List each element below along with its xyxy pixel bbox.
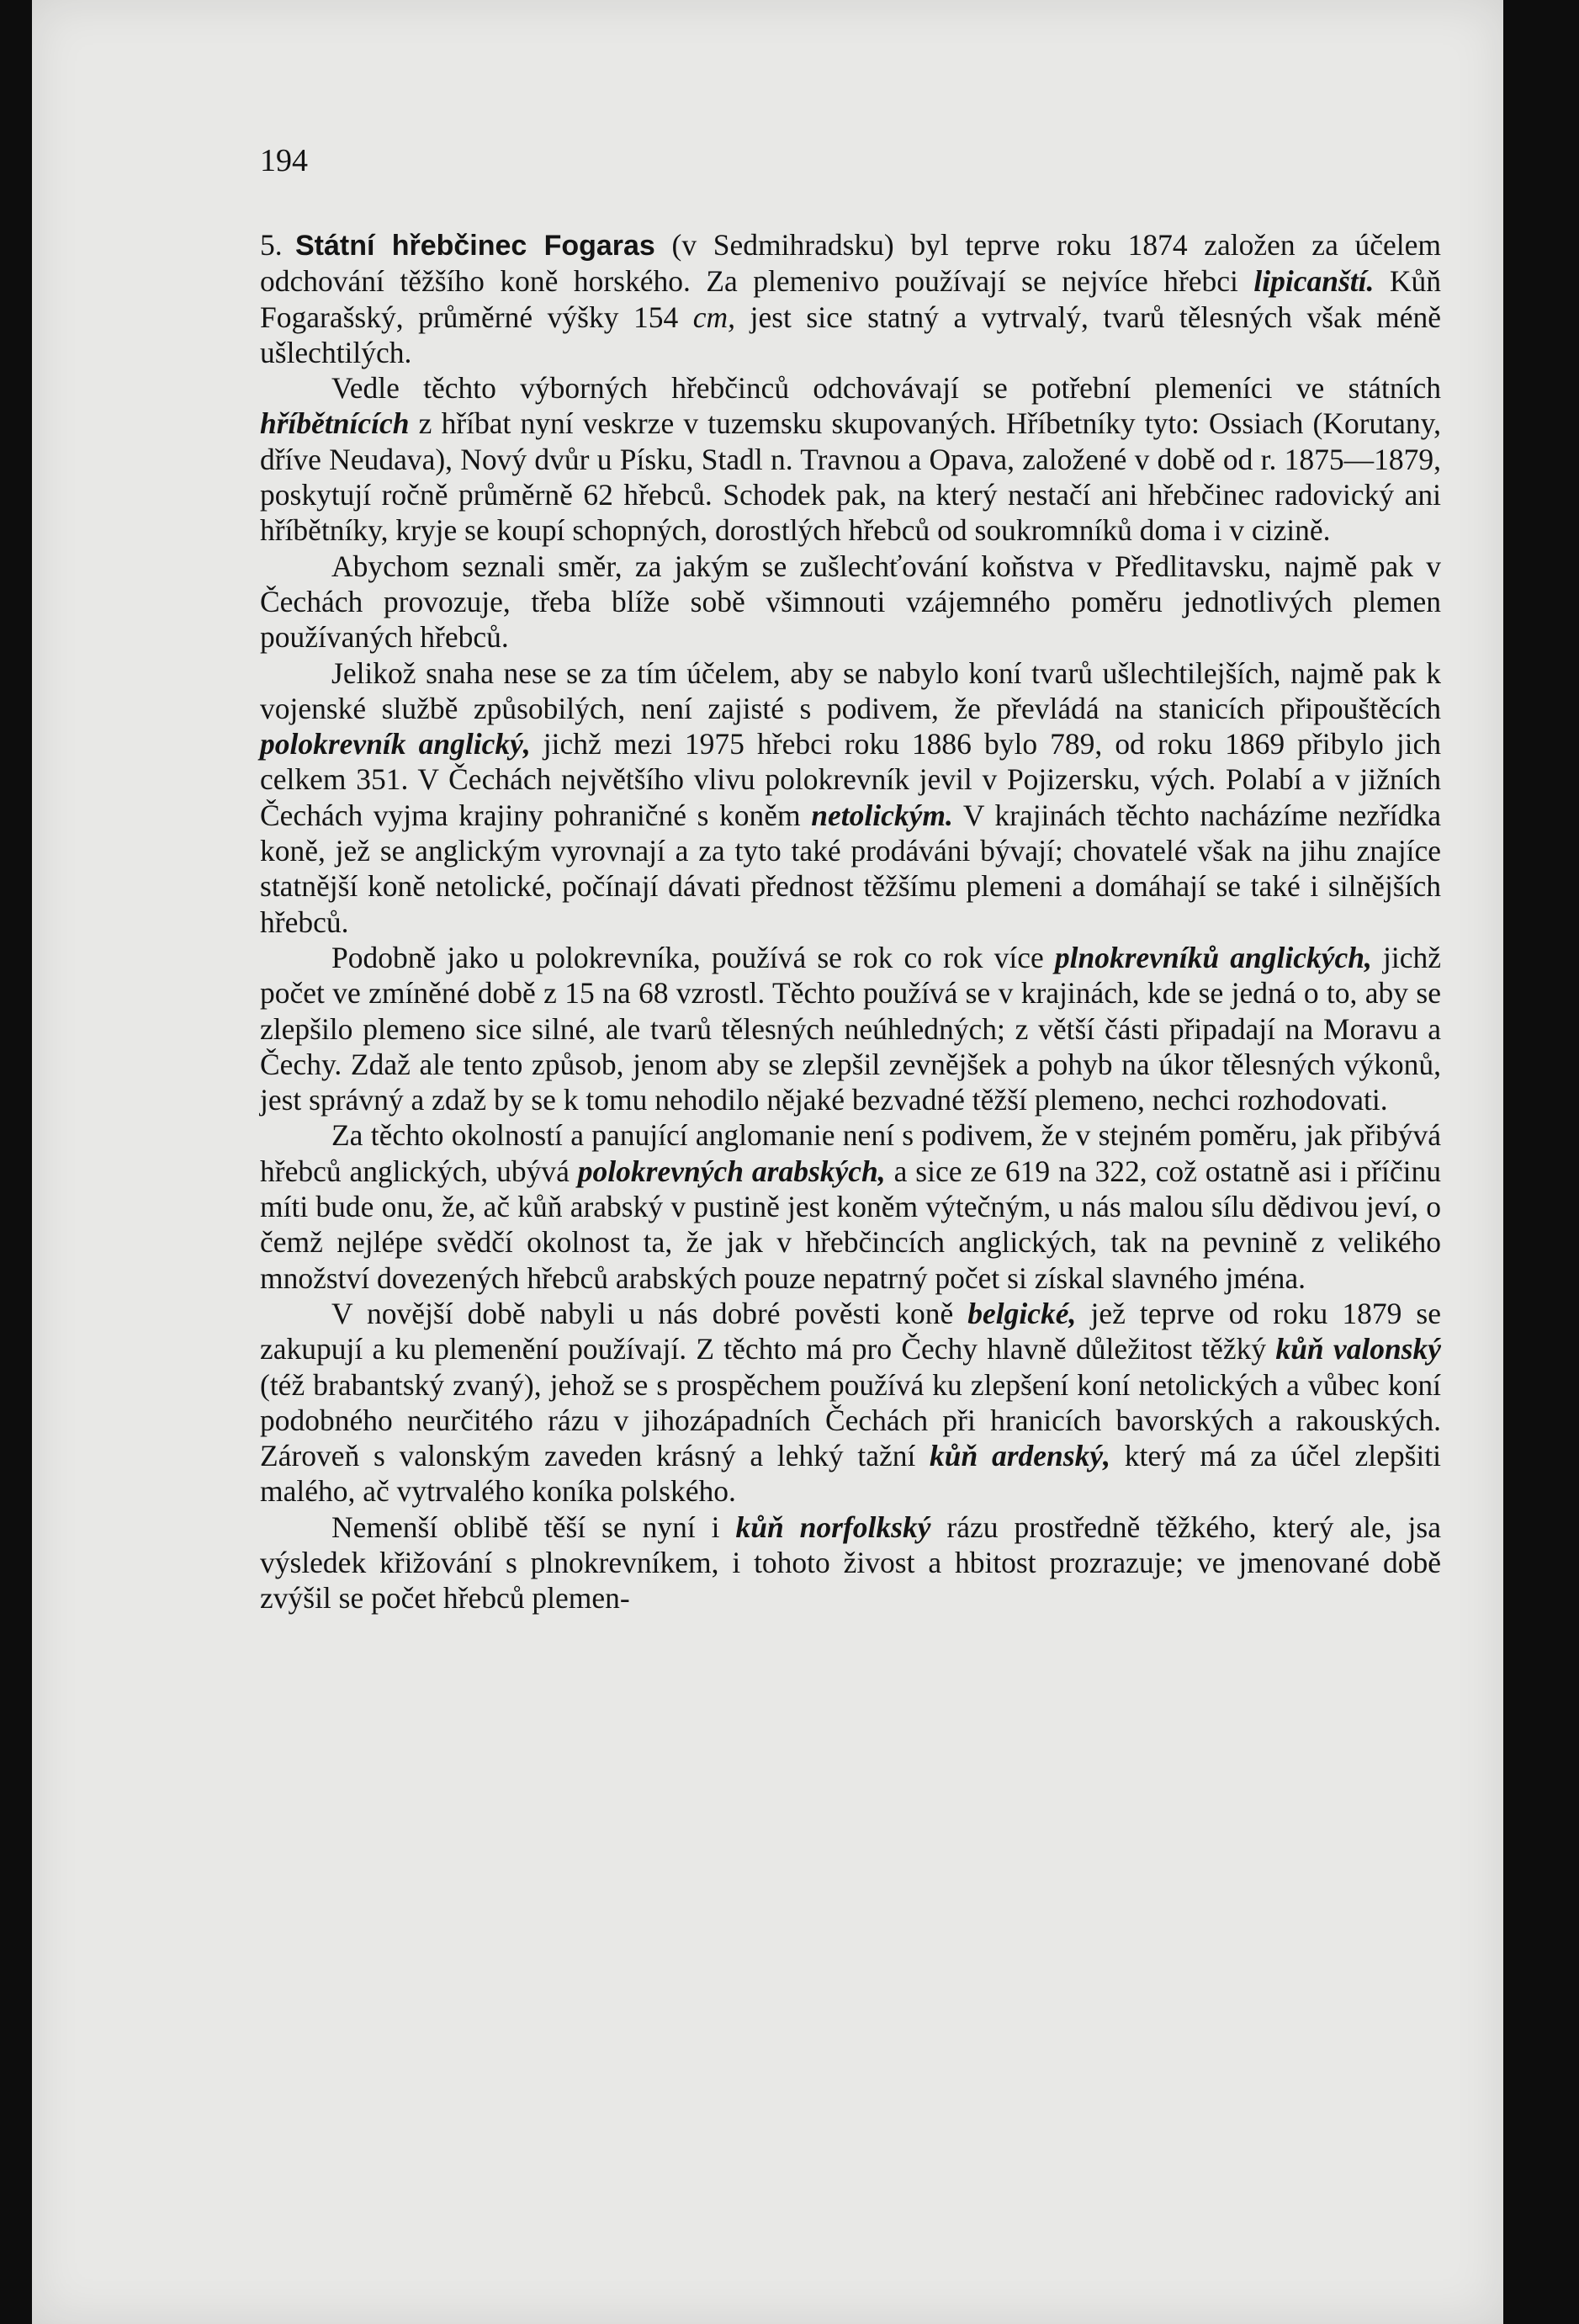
emphasis: kůň norfolkský [735,1510,931,1544]
emphasis: polokrevník anglický, [260,727,531,761]
text-run: Jelikož snaha nese se za tím účelem, aby se nabylo koní tvarů ušlechtilejších, najmě pak k vojenské službě způsobilých, není zajisté s podivem, že převládá na stanicích připouštěcích [260,655,1441,725]
emphasis: plnokrevníků anglických, [1054,940,1372,974]
text-run: Vedle těchto výborných hřebčinců odchovávají se potřební plemeníci ve státních [331,371,1441,406]
emphasis: cm, [692,300,736,334]
paragraph-belgicke [260,1296,1441,1510]
paragraph-arabsky [260,1117,1441,1295]
text-run: Podobně jako u polokrevníka, používá se rok co rok více [331,940,1055,974]
text-run: jichž mezi 1975 hřebci roku 1886 bylo 789, od roku 1869 přibylo jich celkem 351. V Čechách největšího vlivu polokrevník jevil v Pojizersku, vých. Polabí a v jižních Čechách vyjma krajiny pohraničné s koněm [260,727,1442,832]
text-run: V krajinách těchto nacházíme nezřídka koně, jež se anglickým vyrovnají a za tyto také prodáváni bývají; chovatelé však na jihu znajíce statnější koně netolické, počínají dávati přednost těžšímu plemeni a domáhají se také i silnějších hřebců. [260,798,1442,939]
text-run: a sice ze 619 na 322, což ostatně asi i příčinu míti bude onu, že, ač kůň arabský v pustině jest koněm výtečným, u nás malou sílu dědivou jeví, o čemž nejlépe svědčí okolnost ta, že jak v hřebčincích anglických, tak na pevnině z velikého množství dovezených hřebců arabských pouze nepatrný počet si získal slavného jména. [260,1154,1441,1295]
emphasis: hříbětnících [260,406,410,441]
text-run: rázu prostředně těžkého, který ale, jsa výsledek křižování s plnokrevníkem, i tohoto živost a hbitost prozrazuje; ve jmenované době zvýšil se počet hřebců plemen- [260,1510,1441,1616]
emphasis: lipicanští. [1253,264,1375,299]
text-run: jest sice statný a vytrvalý, tvarů tělesných však méně ušlechtilých. [260,300,1441,369]
page-text [260,143,1441,1616]
emphasis: polokrevných arabských, [577,1154,886,1188]
emphasis: netolickým. [811,798,953,832]
paragraph-norfolk [260,1510,1441,1616]
emphasis: kůň ardenský, [930,1439,1110,1473]
text-run: (v Sedmihradsku) byl teprve roku 1874 založen za účelem odchování těžšího koně horského. Za plemenivo používají se nejvíce hřebci [260,228,1441,299]
text-run: Nemenší oblibě těší se nyní i [331,1510,736,1544]
text-run: z hříbat nyní veskrze v tuzemsku skupovaných. Hříbetníky tyto: Ossiach (Korutany, dříve Neudava), Nový dvůr u Písku, Stadl n. Travnou a Opava, založené v době od r. 1875—1879, poskytují ročně průměrně 62 hřebců. Schodek pak, na který nestačí ani hřebčinec radovický ani hříbětníky, kryje se koupí schopných, dorostlých hřebců od soukromníků doma i v cizině. [260,406,1441,548]
section-number: 5. [260,228,283,262]
text-run: jež teprve od roku 1879 se zakupují a ku plemenění používají. Z těchto má pro Čechy hlavně důležitost těžký [260,1296,1441,1366]
paragraph-polokrevnik [260,655,1441,940]
text-run: Kůň Fogarašský, průměrné výšky 154 [260,264,1442,334]
section-heading: Státní hřebčinec Fogaras [295,230,655,262]
text-run: Abychom seznali směr, za jakým se zušlechťování koňstva v Předlitavsku, najmě pak v Čechách provozuje, třeba blíže sobě všimnouti vzájemného poměru jednotlivých plemen používaných hřebců. [260,549,1441,655]
paragraph-hribetniky [260,370,1441,548]
text-run: který má za účel zlepšiti malého, ač vytrvalého koníka polského. [260,1439,1441,1509]
page-number: 194 [260,143,308,178]
text-run: jichž počet ve zmíněné době z 15 na 68 vzrostl. Těchto používá se v krajinách, kde se jedná o to, aby se zlepšilo plemeno sice silné, ale tvarů tělesných neúhledných; z větší části připadají na Moravu a Čechy. Zdaž ale tento způsob, jenom aby se zlepšil zevnějšek a pohyb na úkor tělesných výkonů, jest správný a zdaž by se k tomu nehodilo nějaké bezvadné těžší plemeno, nechci rozhodovati. [260,940,1441,1117]
paragraph-plnokrevnik [260,940,1441,1117]
book-page [32,0,1503,2324]
paragraph-fogaras [260,227,1441,370]
text-run: V novější době nabyli u nás dobré pověsti koně [331,1296,968,1330]
emphasis: kůň valonský [1275,1332,1442,1366]
paragraph-smer [260,549,1441,655]
text-run: (též brabantský zvaný), jehož se s prospěchem používá ku zlepšení koní netolických a vůbec koní podobného neurčitého rázu v jihozápadních Čechách při hranicích bavorských a rakouských. Zároveň s valonským zaveden krásný a lehký tažní [260,1367,1441,1473]
emphasis: belgické, [967,1296,1077,1330]
text-run: Za těchto okolností a panující anglomanie není s podivem, že v stejném poměru, jak přibývá hřebců anglických, ubývá [260,1118,1441,1188]
